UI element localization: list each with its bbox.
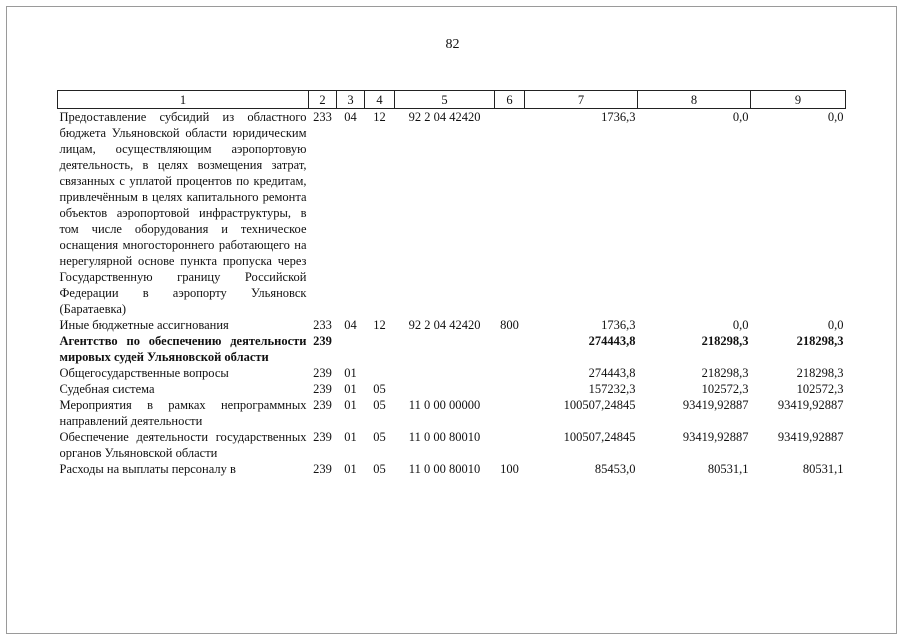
column-header: 7 <box>525 91 638 109</box>
table-row <box>58 397 846 429</box>
budget-table <box>57 90 846 477</box>
row-col7-cell: 274443,8 <box>588 334 636 348</box>
row-col5-cell: 11 0 00 80010 <box>408 462 481 476</box>
row-col8-cell: 80531,1 <box>707 462 749 476</box>
row-col8-cell: 93419,92887 <box>682 430 749 444</box>
table-row <box>58 365 846 381</box>
row-name-cell: Мероприятия в рамках непрограммных направлений деятельности <box>59 398 307 428</box>
row-col9-cell: 218298,3 <box>796 366 844 380</box>
row-col9-cell: 0,0 <box>827 110 844 124</box>
row-col9-cell: 80531,1 <box>802 462 844 476</box>
row-col4-cell: 05 <box>373 382 386 396</box>
row-col7-cell: 100507,24845 <box>563 398 636 412</box>
row-col9-cell: 0,0 <box>827 318 844 332</box>
row-col6-cell <box>495 109 525 318</box>
row-col6-cell: 800 <box>500 318 519 332</box>
row-col4-cell: 05 <box>373 398 386 412</box>
row-col5-cell: 92 2 04 42420 <box>408 318 481 332</box>
column-header: 1 <box>58 91 309 109</box>
column-header: 2 <box>309 91 337 109</box>
row-col6-cell <box>495 333 525 365</box>
row-col9-cell: 93419,92887 <box>777 398 844 412</box>
row-col8-cell: 218298,3 <box>701 366 749 380</box>
row-col8-cell: 102572,3 <box>701 382 749 396</box>
row-col5-cell: 11 0 00 00000 <box>408 398 481 412</box>
table-row <box>58 381 846 397</box>
row-col6-cell <box>495 397 525 429</box>
row-col7-cell: 157232,3 <box>588 382 636 396</box>
row-col4-cell: 12 <box>373 318 386 332</box>
header-row <box>58 91 846 109</box>
row-col8-cell: 0,0 <box>732 110 749 124</box>
row-col7-cell: 1736,3 <box>601 318 636 332</box>
row-name-cell: Общегосударственные вопросы <box>59 366 229 380</box>
column-header: 9 <box>751 91 846 109</box>
row-col5-cell: 92 2 04 42420 <box>408 110 481 124</box>
row-col4-cell <box>365 333 395 365</box>
row-name-cell: Агентство по обеспечению деятельности мировых судей Ульяновской области <box>59 334 307 364</box>
row-col4-cell <box>365 365 395 381</box>
row-name-cell: Обеспечение деятельности государственных органов Ульяновской области <box>59 430 307 460</box>
row-name-cell: Судебная система <box>59 382 155 396</box>
row-col4-cell: 05 <box>373 430 386 444</box>
row-col8-cell: 218298,3 <box>701 334 749 348</box>
row-col2-cell: 239 <box>313 430 332 444</box>
row-col5-cell <box>395 365 495 381</box>
row-col2-cell: 233 <box>313 318 332 332</box>
row-col5-cell <box>395 333 495 365</box>
row-col9-cell: 218298,3 <box>796 334 844 348</box>
row-col4-cell: 12 <box>373 110 386 124</box>
row-col5-cell: 11 0 00 80010 <box>408 430 481 444</box>
row-col8-cell: 93419,92887 <box>682 398 749 412</box>
table-body <box>58 109 846 478</box>
row-col2-cell: 239 <box>313 382 332 396</box>
row-col7-cell: 274443,8 <box>588 366 636 380</box>
row-col3-cell: 01 <box>344 398 357 412</box>
row-col6-cell <box>495 381 525 397</box>
row-col2-cell: 233 <box>313 110 332 124</box>
row-col7-cell: 1736,3 <box>601 110 636 124</box>
row-col2-cell: 239 <box>313 334 332 348</box>
row-col4-cell: 05 <box>373 462 386 476</box>
row-name-cell: Предоставление субсидий из областного бюджета Ульяновской области юридическим лицам, осуществляющим аэропортовую деятельность, в целях возмещения затрат, связанных с уплатой процентов по кредитам, привлечённым в целях капитального ремонта объектов аэропортовой инфраструктуры, в том числе оборудования и техническое оснащения многостороннего работающего на нерегулярной основе пункта пропуска через Государственную границу Российской Федерации в аэропорту Ульяновск (Баратаевка) <box>59 110 307 316</box>
row-col2-cell: 239 <box>313 462 332 476</box>
table-row <box>58 317 846 333</box>
row-col9-cell: 102572,3 <box>796 382 844 396</box>
row-name-cell: Расходы на выплаты персоналу в <box>59 462 236 476</box>
row-col9-cell: 93419,92887 <box>777 430 844 444</box>
row-col7-cell: 100507,24845 <box>563 430 636 444</box>
row-col2-cell: 239 <box>313 398 332 412</box>
row-col3-cell: 01 <box>344 462 357 476</box>
column-header: 6 <box>495 91 525 109</box>
row-col5-cell <box>395 381 495 397</box>
row-col6-cell <box>495 365 525 381</box>
row-col3-cell <box>337 333 365 365</box>
row-col6-cell: 100 <box>500 462 519 476</box>
row-col3-cell: 01 <box>344 366 357 380</box>
table-row <box>58 461 846 477</box>
column-header: 5 <box>395 91 495 109</box>
row-col2-cell: 239 <box>313 366 332 380</box>
column-header: 3 <box>337 91 365 109</box>
row-col8-cell: 0,0 <box>732 318 749 332</box>
row-col3-cell: 04 <box>344 110 357 124</box>
table-row <box>58 333 846 365</box>
row-col6-cell <box>495 429 525 461</box>
page-number: 82 <box>445 37 460 52</box>
row-col3-cell: 01 <box>344 382 357 396</box>
column-header: 4 <box>365 91 395 109</box>
row-col3-cell: 04 <box>344 318 357 332</box>
row-col3-cell: 01 <box>344 430 357 444</box>
table-row <box>58 429 846 461</box>
column-header: 8 <box>638 91 751 109</box>
table-row <box>58 109 846 318</box>
row-name-cell: Иные бюджетные ассигнования <box>59 318 229 332</box>
row-col7-cell: 85453,0 <box>594 462 636 476</box>
